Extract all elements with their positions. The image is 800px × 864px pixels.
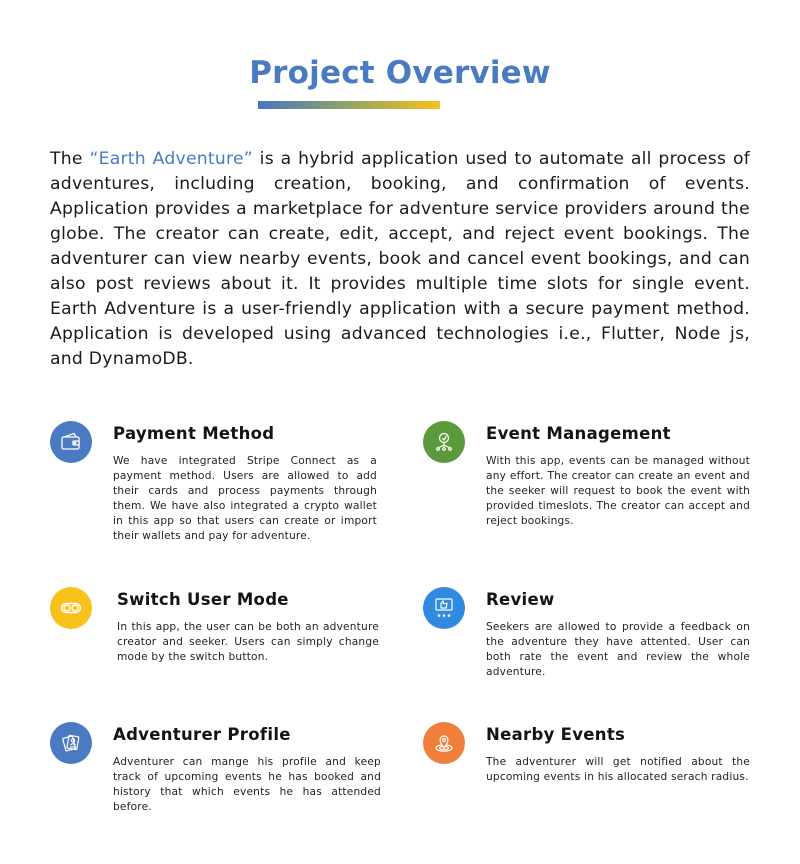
network-icon (423, 421, 465, 463)
app-name-highlight: “Earth Adventure” (89, 149, 253, 169)
title-underline (258, 101, 440, 109)
feature-description: The adventurer will get notified about the upcoming events in his allocated serach radius. (486, 756, 750, 783)
location-radius-icon (423, 722, 465, 764)
feature-title: Switch User Mode (117, 590, 289, 609)
feature-title: Review (486, 590, 555, 609)
page-title: Project Overview (249, 55, 551, 91)
toggle-icon (50, 587, 92, 629)
profile-documents-icon (50, 722, 92, 764)
feature-description: Seekers are allowed to provide a feedback on the adventure they have attented. User can both rate the event and review the whole adventure. (486, 621, 750, 678)
feature-title: Adventurer Profile (113, 725, 291, 744)
wallet-icon (50, 421, 92, 463)
thumbs-up-rating-icon (423, 587, 465, 629)
feature-description: With this app, events can be managed without any effort. The creator can create an event and the seeker will request to book the event with provided timeslots. The creator can accept and reject bookings. (486, 455, 750, 527)
feature-title: Payment Method (113, 424, 275, 443)
feature-description: In this app, the user can be both an adventure creator and seeker. Users can simply change mode by the switch button. (117, 621, 379, 663)
intro-body: is a hybrid application used to automate all process of adventures, including creation, booking, and confirmation of events. Application provides a marketplace for adventure service providers around the globe. The creator can create, edit, accept, and reject event bookings. The adventurer can view nearby events, book and cancel event bookings, and can also post reviews about it. It provides multiple time slots for single event. Earth Adventure is a user-friendly application with a secure payment method. Application is developed using advanced technologies i.e., Flutter, Node js, and DynamoDB. (50, 149, 751, 369)
feature-description: Adventurer can mange his profile and keep track of upcoming events he has booked and history that which events he has attended before. (113, 756, 381, 813)
feature-description: We have integrated Stripe Connect as a payment method. Users are allowed to add their cards and process payments through them. We have also integrated a crypto wallet in this app so that users can create or import their wallets and pay for adventure. (113, 455, 377, 542)
intro-paragraph (50, 147, 750, 372)
intro-prefix: The (50, 149, 90, 169)
feature-title: Event Management (486, 424, 671, 443)
feature-title: Nearby Events (486, 725, 626, 744)
